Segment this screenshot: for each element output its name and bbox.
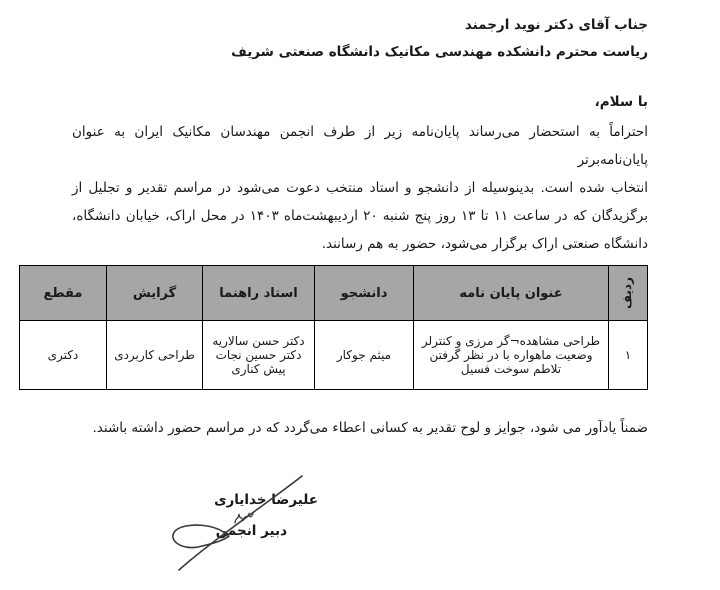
table-header-row	[20, 266, 648, 321]
header-advisor: استاد راهنما	[203, 266, 315, 321]
cell-level: دکتری	[20, 321, 107, 390]
body-paragraph	[72, 118, 648, 258]
body-line: احتراماً به استحضار می‌رساند پایان‌نامه زیر از طرف انجمن مهندسان مکانیک ایران به عنوان پایان‌نامه‌برتر	[72, 124, 648, 168]
body-line: انتخاب شده است. بدینوسیله از دانشجو و استاد منتخب دعوت می‌شود در مراسم تقدیر و تجلیل از	[72, 180, 648, 196]
cell-student: میثم جوکار	[315, 321, 414, 390]
signer-title: دبیر انجمن	[215, 523, 287, 539]
header-student: دانشجو	[315, 266, 414, 321]
salutation: با سلام،	[594, 94, 648, 110]
cell-field: طراحی کاربردی	[107, 321, 203, 390]
header-level: مقطع	[20, 266, 107, 321]
body-line: دانشگاه صنعتی اراک برگزار می‌شود، حضور به هم رسانند.	[321, 236, 648, 252]
thesis-table	[19, 265, 648, 390]
header-row-number-label: ردیف	[620, 276, 635, 309]
header-thesis-title: عنوان پایان نامه	[414, 266, 609, 321]
cell-thesis-title: طراحی مشاهده¬گر مرزی و کنترلر وضعیت ماهواره با در نظر گرفتن تلاطم سوخت فسیل	[414, 321, 609, 390]
closing-note: ضمناً یادآور می شود، جوایز و لوح تقدیر به کسانی اعطاء می‌گردد که در مراسم حضور داشته باشند.	[92, 420, 648, 436]
advisor-line: دکتر حسین نجات پیش کناری	[215, 348, 302, 376]
cell-row-number: ۱	[609, 321, 648, 390]
body-line: برگزیدگان که در ساعت ۱۱ تا ۱۳ روز پنج شنبه ۲۰ اردیبهشت‌ماه ۱۴۰۳ در محل اراک، خیابان دانشگاه،	[72, 208, 649, 224]
cell-advisor	[203, 321, 315, 390]
header-field: گرایش	[107, 266, 203, 321]
recipient-role: ریاست محترم دانشکده مهندسی مکانیک دانشگاه صنعتی شریف	[231, 44, 648, 60]
recipient-block	[72, 12, 648, 66]
table-row	[20, 321, 648, 390]
signer-name: علیرضا خدایاری	[214, 492, 318, 508]
recipient-name: جناب آقای دکتر نوید ارجمند	[464, 17, 648, 33]
header-row-number	[609, 266, 648, 321]
advisor-line: دکتر حسن سالاریه	[212, 334, 305, 348]
